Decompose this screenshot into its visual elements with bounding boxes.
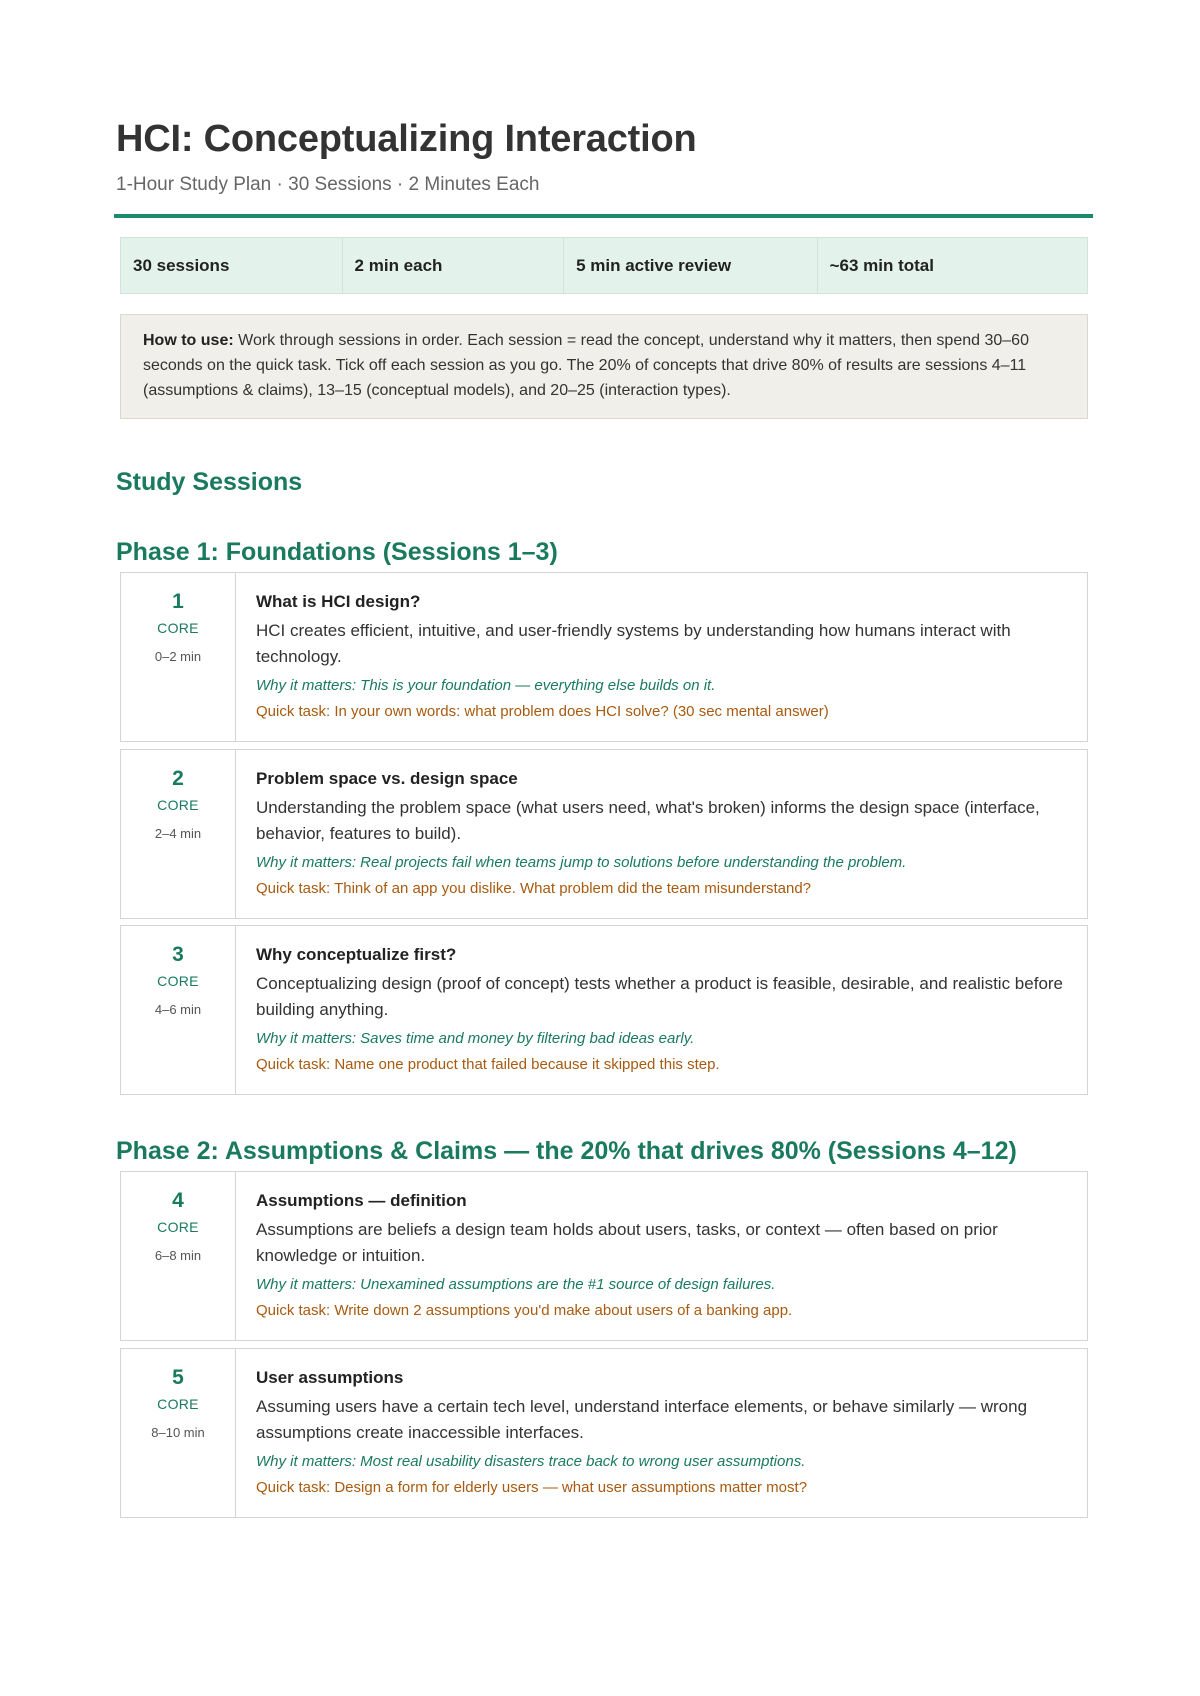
session-meta [121,573,236,741]
session-meta [121,926,236,1094]
session-title: Why conceptualize first? [256,945,457,964]
session-tag: CORE [157,1219,199,1235]
session-number: 3 [172,943,184,966]
session-time: 2–4 min [154,826,202,841]
session-time: 6–8 min [154,1248,202,1263]
session-description: Understanding the problem space (what users need, what's broken) informs the design space (interface, behavior, features to build). [256,798,1040,843]
session-task: Quick task: Think of an app you dislike. What problem did the team misunderstand? [256,880,812,897]
session-title: User assumptions [256,1368,404,1387]
phase-1-title: Phase 1: Foundations (Sessions 1–3) [116,538,558,566]
session-number: 4 [172,1189,184,1212]
session-task: Quick task: Design a form for elderly users — what user assumptions matter most? [256,1479,808,1496]
session-content [236,926,1087,1094]
session-time: 0–2 min [154,649,202,664]
session-card [120,749,1088,919]
how-to-use-label: How to use: [143,332,234,349]
phase-2-title: Phase 2: Assumptions & Claims — the 20% that drives 80% (Sessions 4–12) [116,1137,1017,1165]
stat-total: ~63 min total [829,255,934,275]
session-card [120,925,1088,1095]
how-to-use-text: Work through sessions in order. Each session = read the concept, understand why it matters, then spend 30–60 seconds on the quick task. Tick off each session as you go. The 20% of concepts that drive 80% of results are sessions 4–11 (assumptions & claims), 13–15 (conceptual models), and 20–25 (interaction types). [143,332,1029,399]
session-card [120,1171,1088,1341]
stat-sessions: 30 sessions [121,238,343,293]
session-why: Why it matters: Saves time and money by filtering bad ideas early. [256,1030,695,1047]
session-number: 2 [172,767,184,790]
session-title: What is HCI design? [256,592,421,611]
how-to-use-box [120,314,1088,419]
session-tag: CORE [157,973,199,989]
session-card [120,572,1088,742]
session-meta [121,1349,236,1517]
session-content [236,1349,1087,1517]
session-task: Quick task: In your own words: what problem does HCI solve? (30 sec mental answer) [256,703,829,720]
session-task: Quick task: Name one product that failed because it skipped this step. [256,1056,720,1073]
session-content [236,1172,1087,1340]
session-tag: CORE [157,797,199,813]
page-subtitle: 1-Hour Study Plan · 30 Sessions · 2 Minutes Each [116,174,540,195]
session-tag: CORE [157,620,199,636]
stat-review: 5 min active review [564,238,817,293]
session-description: HCI creates efficient, intuitive, and user-friendly systems by understanding how humans interact with technology. [256,621,1011,666]
session-time: 4–6 min [154,1002,202,1017]
session-tag: CORE [157,1396,199,1412]
session-number: 5 [172,1366,184,1389]
session-description: Assumptions are beliefs a design team holds about users, tasks, or context — often based on prior knowledge or intuition. [256,1220,998,1265]
session-title: Assumptions — definition [256,1191,467,1210]
session-title: Problem space vs. design space [256,769,518,788]
stats-bar [120,237,1088,294]
session-meta [121,750,236,918]
session-why: Why it matters: Unexamined assumptions are the #1 source of design failures. [256,1276,776,1293]
session-task: Quick task: Write down 2 assumptions you'd make about users of a banking app. [256,1302,793,1319]
session-why: Why it matters: Most real usability disasters trace back to wrong user assumptions. [256,1453,806,1470]
session-why: Why it matters: Real projects fail when teams jump to solutions before understanding the problem. [256,854,907,871]
session-time: 8–10 min [151,1425,205,1440]
stat-duration: 2 min each [343,238,565,293]
sessions-heading: Study Sessions [116,468,303,496]
session-number: 1 [172,590,184,613]
session-description: Assuming users have a certain tech level, understand interface elements, or behave similarly — wrong assumptions create inaccessible interfaces. [256,1397,1028,1442]
title-divider [114,214,1093,218]
session-description: Conceptualizing design (proof of concept) tests whether a product is feasible, desirable, and realistic before building anything. [256,974,1064,1019]
page-title: HCI: Conceptualizing Interaction [116,118,697,160]
session-meta [121,1172,236,1340]
session-content [236,573,1087,741]
session-why: Why it matters: This is your foundation — everything else builds on it. [256,677,716,694]
session-card [120,1348,1088,1518]
session-content [236,750,1087,918]
